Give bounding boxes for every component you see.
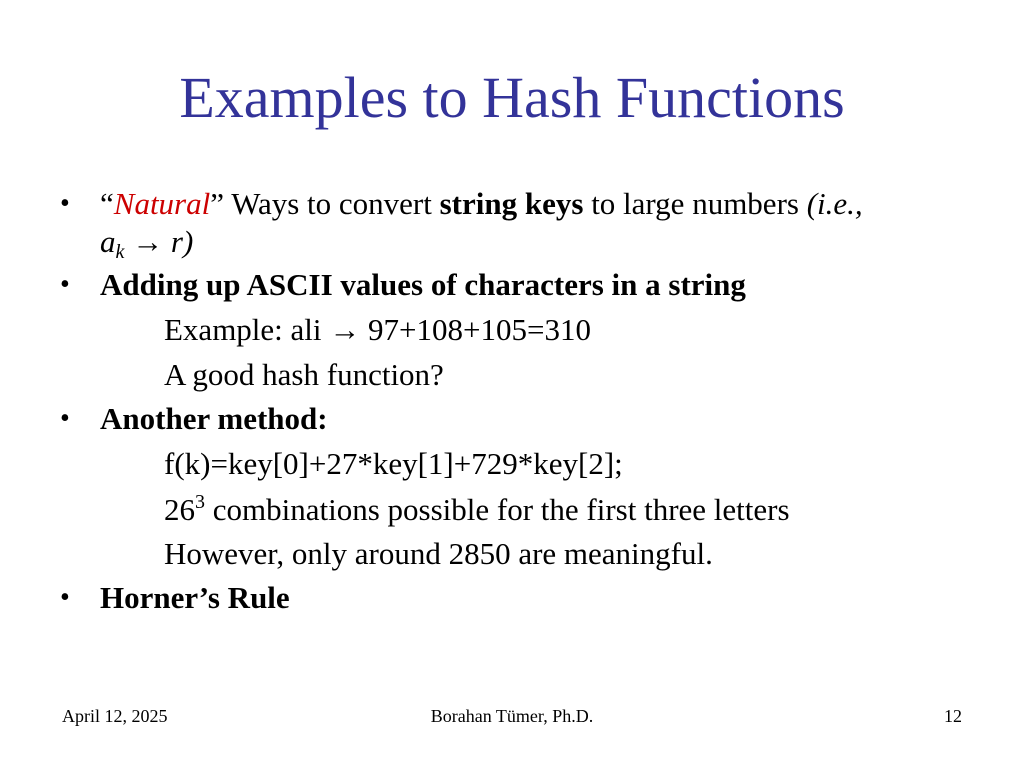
example-label: Example: ali [164, 312, 330, 347]
footer-author: Borahan Tümer, Ph.D. [430, 706, 594, 726]
base-26: 26 [164, 492, 195, 527]
footer-date: April 12, 2025 [62, 706, 168, 726]
k-subscript: k [115, 241, 125, 263]
footer-page-number: 12 [944, 706, 962, 726]
question-line: A good hash function? [164, 357, 444, 392]
formula-line: f(k)=key[0]+27*key[1]+729*key[2]; [164, 446, 623, 481]
bullet-icon: • [60, 582, 70, 613]
combinations-line [164, 491, 790, 528]
bullet-icon: • [60, 269, 70, 300]
bullet-1-line-2 [100, 224, 193, 264]
open-quote: “ [100, 186, 114, 221]
close-quote: ” [210, 186, 224, 221]
ways-text: Ways to convert [224, 186, 440, 221]
bullet-3-text: Another method: [100, 401, 328, 436]
exponent-3: 3 [195, 491, 205, 513]
string-keys-text: string keys [439, 186, 584, 221]
ie-text: (i.e., [806, 186, 863, 221]
to-large-text: to large numbers [583, 186, 807, 221]
arrow-r-text: → r) [124, 224, 194, 259]
bullet-4-text: Horner’s Rule [100, 580, 290, 615]
bullet-icon: • [60, 188, 70, 219]
combinations-text: combinations possible for the first three letters [205, 492, 790, 527]
example-sum: → 97+108+105=310 [329, 312, 591, 347]
slide-title: Examples to Hash Functions [179, 65, 845, 130]
bullet-icon: • [60, 403, 70, 434]
natural-word: Natural [113, 186, 211, 221]
a-symbol: a [100, 224, 116, 259]
bullet-1-line-1 [100, 186, 863, 222]
bullet-2-text: Adding up ASCII values of characters in a string [100, 267, 746, 302]
example-line [164, 312, 591, 348]
however-line: However, only around 2850 are meaningful. [164, 536, 713, 571]
